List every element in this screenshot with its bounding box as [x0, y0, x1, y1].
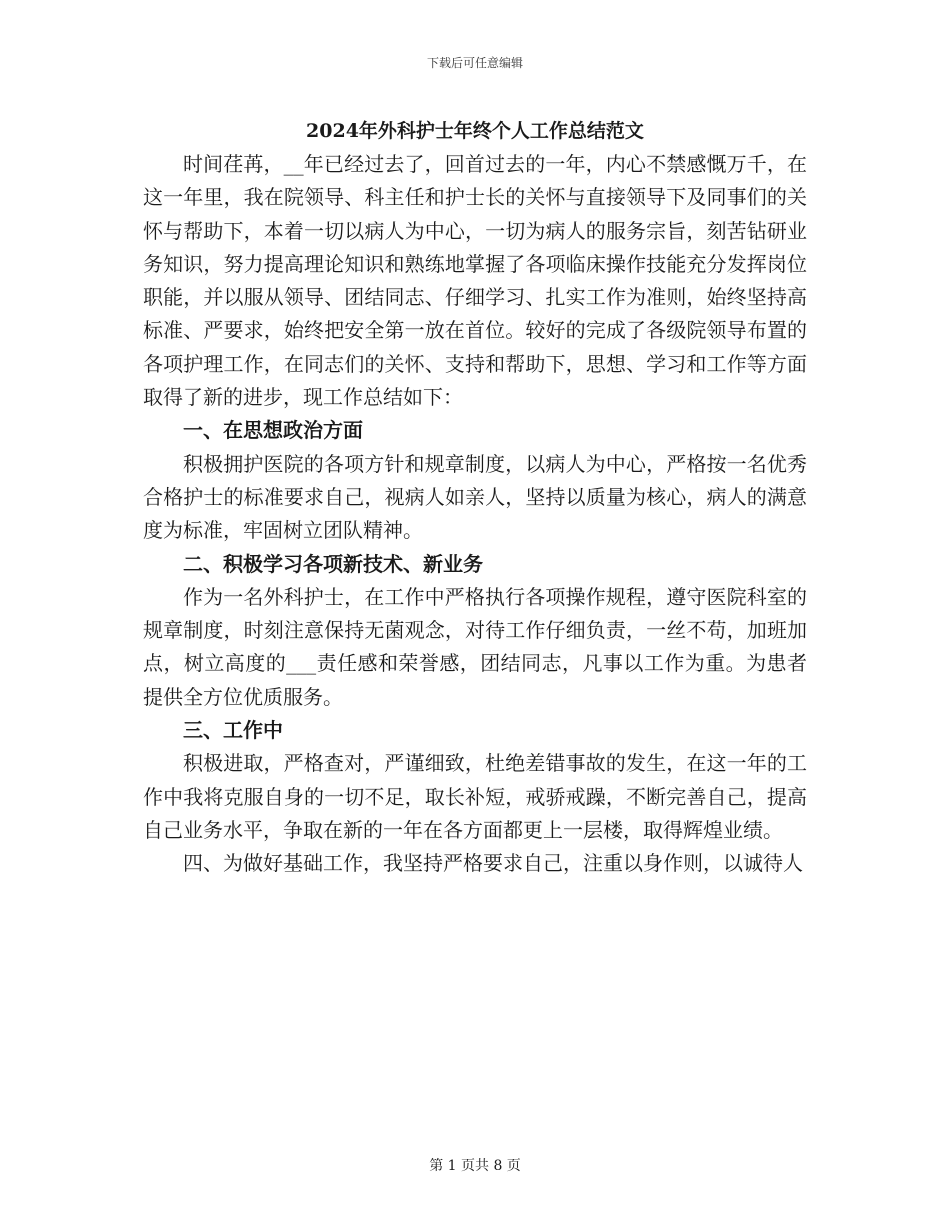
page-number: 第 1 页共 8 页	[429, 1158, 521, 1174]
section-heading-work: 三、工作中	[183, 718, 283, 743]
section-body-learning: 作为一名外科护士，在工作中严格执行各项操作规程，遵守医院科室的规章制度，时刻注意保持无菌观念，对待工作仔细负责，一丝不苟，加班加点，树立高度的___责任感和荣誉感，团结同志，凡事以工作为重。为患者提供全方位优质服务。	[143, 584, 807, 709]
header-note: 下载后可任意编辑	[426, 56, 523, 70]
intro-paragraph: 时间荏苒，__年已经过去了，回首过去的一年，内心不禁感慨万千，在这一年里，我在院领导、科主任和护士长的关怀与直接领导下及同事们的关怀与帮助下，本着一切以病人为中心，一切为病人的服务宗旨，刻苦钻研业务知识，努力提高理论知识和熟练地掌握了各项临床操作技能充分发挥岗位职能，并以服从领导、团结同志、仔细学习、扎实工作为准则，始终坚持高标准、严要求，始终把安全第一放在首位。较好的完成了各级院领导布置的各项护理工作，在同志们的关怀、支持和帮助下，思想、学习和工作等方面取得了新的进步，现工作总结如下：	[143, 152, 807, 410]
section-heading-learning: 二、积极学习各项新技术、新业务	[183, 551, 483, 576]
section-body-work: 积极进取，严格查对，严谨细致，杜绝差错事故的发生，在这一年的工作中我将克服自身的一切不足，取长补短，戒骄戒躁，不断完善自己，提高自己业务水平，争取在新的一年在各方面都更上一层楼，取得辉煌业绩。	[143, 751, 807, 842]
document-title: 2024年外科护士年终个人工作总结范文	[306, 120, 644, 142]
document-body	[143, 148, 807, 881]
closing-paragraph: 四、为做好基础工作，我坚持严格要求自己，注重以身作则，以诚待人	[183, 851, 803, 876]
section-heading-politics: 一、在思想政治方面	[183, 418, 363, 443]
section-body-politics: 积极拥护医院的各项方针和规章制度，以病人为中心，严格按一名优秀合格护士的标准要求自己，视病人如亲人，坚持以质量为核心，病人的满意度为标准，牢固树立团队精神。	[143, 451, 807, 543]
